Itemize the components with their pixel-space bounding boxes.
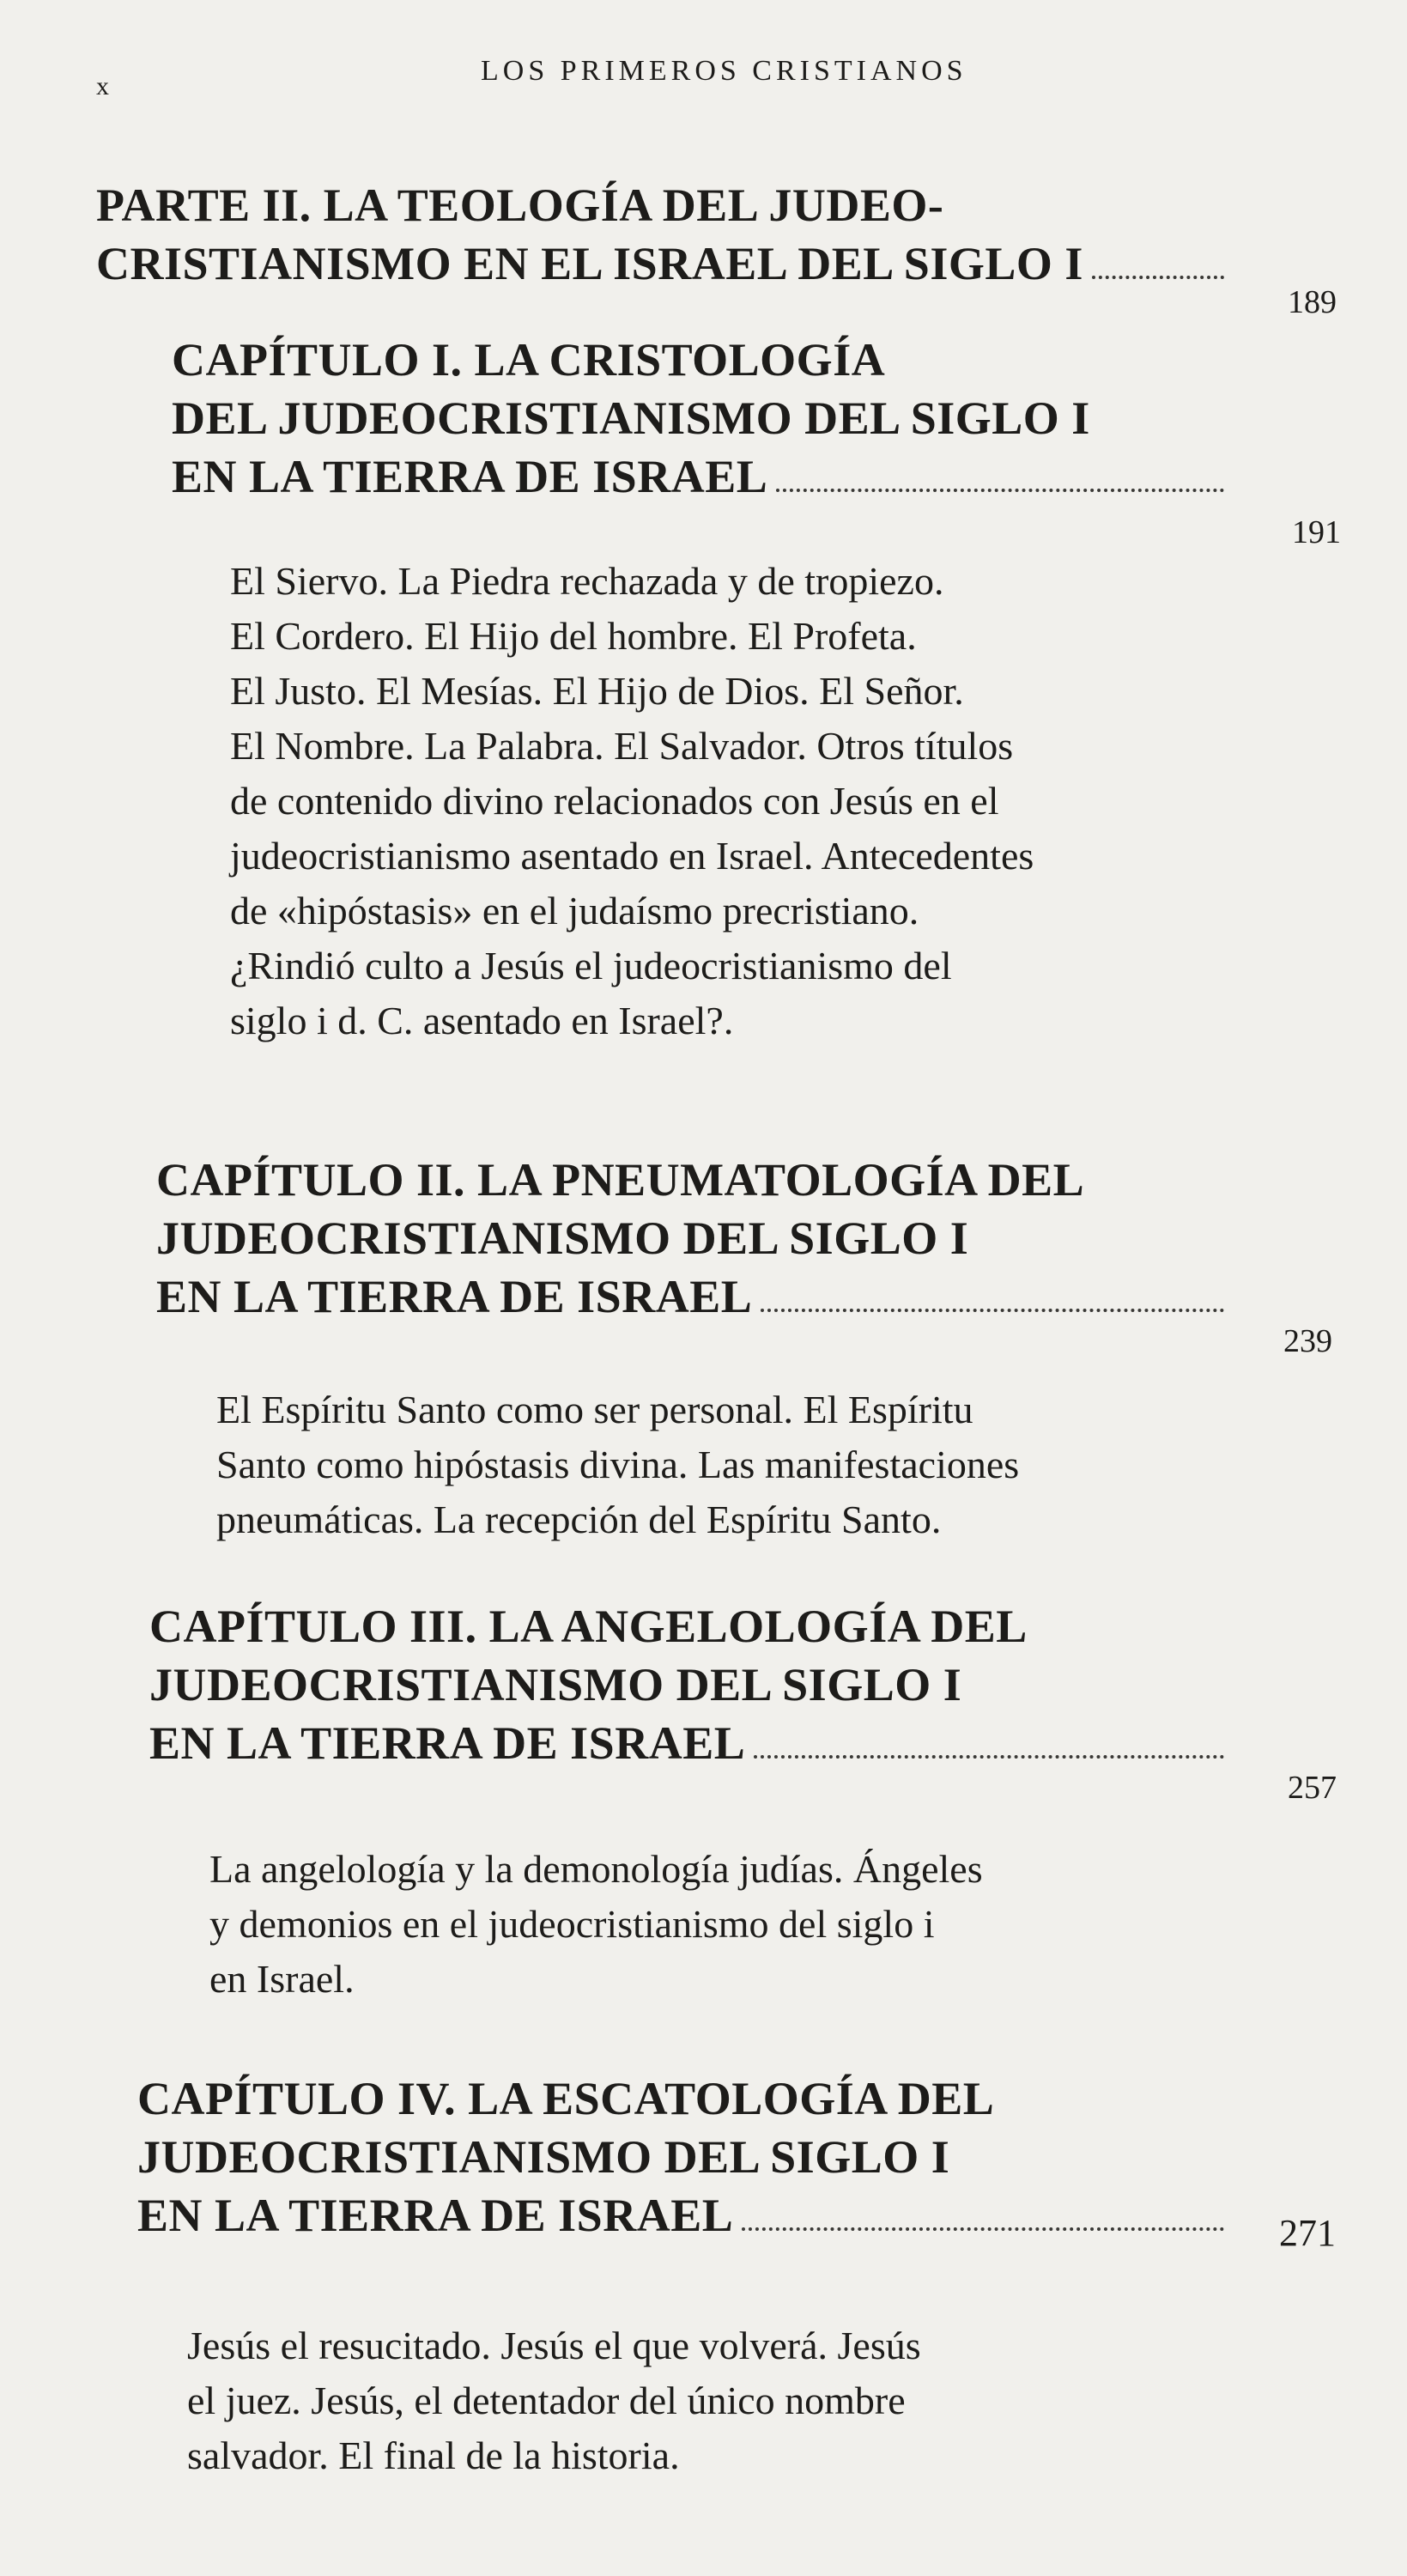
page-number: 189	[1288, 284, 1337, 320]
chapter-heading	[149, 1597, 1229, 1772]
description-line: El Nombre. La Palabra. El Salvador. Otros títulos	[230, 724, 1014, 768]
page-number: 257	[1288, 1770, 1337, 1806]
description-line: siglo i d. C. asentado en Israel?.	[230, 999, 734, 1042]
description-line: en Israel.	[209, 1957, 355, 2001]
chapter-heading	[172, 331, 1229, 506]
description-line: Jesús el resucitado. Jesús el que volverá. Jesús	[187, 2324, 921, 2367]
chapter-description	[209, 1842, 983, 2007]
chapter-description	[216, 1382, 1019, 1547]
description-line: judeocristianismo asentado en Israel. Antecedentes	[230, 834, 1034, 878]
chapter-heading-line: CAPÍTULO II. LA PNEUMATOLOGÍA DEL	[156, 1154, 1085, 1206]
chapter-heading-line: EN LA TIERRA DE ISRAEL	[172, 451, 768, 502]
description-line: ¿Rindió culto a Jesús el judeocristianismo del	[230, 944, 952, 987]
page-number: 191	[1292, 514, 1341, 550]
dot-leader	[776, 489, 1224, 492]
dot-leader	[754, 1755, 1224, 1759]
dot-leader	[1092, 276, 1224, 279]
chapter-heading-line: DEL JUDEOCRISTIANISMO DEL SIGLO I	[172, 392, 1090, 444]
description-line: de «hipóstasis» en el judaísmo precristiano.	[230, 889, 919, 933]
description-line: y demonios en el judeocristianismo del siglo i	[209, 1902, 935, 1946]
chapter-description	[230, 554, 1034, 1048]
part-heading-line: PARTE II. LA TEOLOGÍA DEL JUDEO-	[96, 179, 944, 231]
chapter-heading-line: CAPÍTULO I. LA CRISTOLOGÍA	[172, 334, 886, 386]
chapter-description	[187, 2318, 921, 2483]
description-line: el juez. Jesús, el detentador del único nombre	[187, 2379, 906, 2422]
description-line: El Espíritu Santo como ser personal. El Espíritu	[216, 1388, 973, 1431]
page-folio: x	[96, 72, 109, 100]
description-line: de contenido divino relacionados con Jesús en el	[230, 779, 999, 823]
chapter-heading	[156, 1151, 1229, 1326]
chapter-heading	[137, 2069, 1229, 2245]
page-number: 239	[1283, 1323, 1332, 1359]
dot-leader	[742, 2227, 1224, 2231]
description-line: salvador. El final de la historia.	[187, 2433, 680, 2477]
chapter-heading-line: EN LA TIERRA DE ISRAEL	[149, 1717, 746, 1769]
chapter-heading-line: EN LA TIERRA DE ISRAEL	[137, 2190, 734, 2241]
chapter-heading-line: EN LA TIERRA DE ISRAEL	[156, 1271, 753, 1322]
page-number: 271	[1279, 2212, 1336, 2254]
chapter-heading-line: JUDEOCRISTIANISMO DEL SIGLO I	[149, 1659, 962, 1710]
description-line: El Siervo. La Piedra rechazada y de tropiezo.	[230, 559, 944, 603]
dot-leader	[761, 1309, 1224, 1312]
chapter-heading-line: JUDEOCRISTIANISMO DEL SIGLO I	[156, 1212, 969, 1264]
part-heading-line: CRISTIANISMO EN EL ISRAEL DEL SIGLO I	[96, 238, 1083, 289]
description-line: El Justo. El Mesías. El Hijo de Dios. El Señor.	[230, 669, 964, 713]
part-heading	[96, 176, 1229, 293]
description-line: La angelología y la demonología judías. Ángeles	[209, 1847, 983, 1891]
chapter-heading-line: JUDEOCRISTIANISMO DEL SIGLO I	[137, 2131, 950, 2183]
running-title: LOS PRIMEROS CRISTIANOS	[481, 55, 967, 87]
description-line: El Cordero. El Hijo del hombre. El Profeta.	[230, 614, 917, 658]
description-line: pneumáticas. La recepción del Espíritu Santo.	[216, 1498, 942, 1541]
chapter-heading-line: CAPÍTULO IV. LA ESCATOLOGÍA DEL	[137, 2073, 995, 2124]
description-line: Santo como hipóstasis divina. Las manifestaciones	[216, 1443, 1020, 1486]
chapter-heading-line: CAPÍTULO III. LA ANGELOLOGÍA DEL	[149, 1601, 1028, 1652]
